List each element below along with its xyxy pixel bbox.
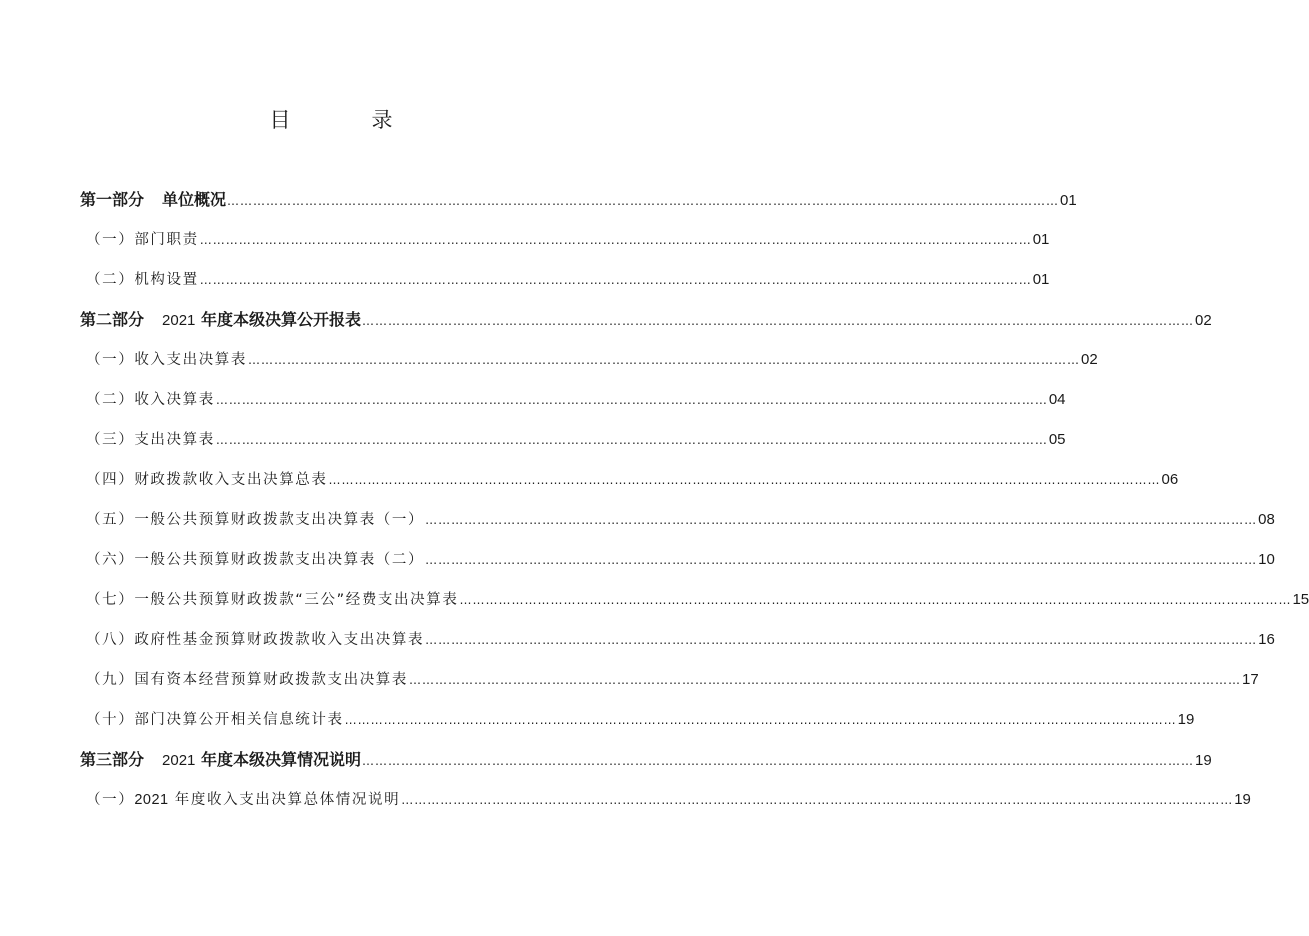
toc-entry-label: （九）国有资本经营预算财政拨款支出决算表 [86,672,409,688]
toc-entry-label: 第一部分 单位概况 [80,190,227,209]
toc-entry-label: （二）收入决算表 [86,392,215,408]
toc-page-number: 15 [1292,591,1309,608]
toc-leader-dots: ………………………………………………………………………………………………………………………………………………………………………… [328,473,1161,487]
toc-entry[interactable] [80,666,1259,706]
toc-entry[interactable] [80,506,1275,546]
toc-page-number: 05 [1048,431,1066,448]
toc-page-number: 19 [1234,791,1251,808]
table-of-contents [80,186,1309,826]
toc-entry-label: （一）收入支出决算表 [86,352,248,368]
toc-page-number: 16 [1258,631,1275,648]
toc-entry[interactable] [80,786,1251,826]
toc-leader-dots: ………………………………………………………………………………………………………………………………………………………………………… [361,754,1194,768]
toc-page-number: 08 [1258,511,1275,528]
toc-entry-label: （五）一般公共预算财政拨款支出决算表（一） [86,512,425,528]
toc-entry-label: （八）政府性基金预算财政拨款收入支出决算表 [86,632,425,648]
toc-leader-dots: ………………………………………………………………………………………………………………………………………………………………………… [409,673,1242,687]
toc-leader-dots: ………………………………………………………………………………………………………………………………………………………………………… [199,233,1032,247]
toc-page-number: 01 [1060,192,1077,209]
toc-leader-dots: ………………………………………………………………………………………………………………………………………………………………………… [344,713,1177,727]
toc-page-number: 19 [1177,711,1195,728]
toc-leader-dots: ………………………………………………………………………………………………………………………………………………………………………… [248,353,1081,367]
toc-leader-dots: ………………………………………………………………………………………………………………………………………………………………………… [215,393,1048,407]
toc-entry-label: （十）部门决算公开相关信息统计表 [86,712,344,728]
toc-entry[interactable] [80,546,1275,586]
toc-leader-dots: ………………………………………………………………………………………………………………………………………………………………………… [459,593,1292,607]
toc-page-number: 06 [1161,471,1179,488]
toc-leader-dots: ………………………………………………………………………………………………………………………………………………………………………… [425,513,1258,527]
toc-entry[interactable] [80,386,1066,426]
toc-entry[interactable] [80,426,1066,466]
toc-entry-label: （一）2021 年度收入支出决算总体情况说明 [86,792,401,808]
toc-leader-dots: ………………………………………………………………………………………………………………………………………………………………………… [215,433,1048,447]
toc-entry[interactable] [80,586,1309,626]
toc-page-number: 02 [1194,312,1212,329]
toc-page-number: 01 [1032,231,1050,248]
toc-leader-dots: ………………………………………………………………………………………………………………………………………………………………………… [227,194,1060,208]
toc-page-number: 01 [1032,271,1050,288]
toc-entry[interactable] [80,226,1050,266]
toc-entry[interactable] [80,306,1212,346]
toc-leader-dots: ………………………………………………………………………………………………………………………………………………………………………… [401,793,1234,807]
toc-entry[interactable] [80,626,1275,666]
toc-entry[interactable] [80,346,1098,386]
toc-entry[interactable] [80,266,1050,306]
toc-entry-label: （一）部门职责 [86,232,199,248]
toc-page-number: 17 [1242,671,1259,688]
toc-page-number: 19 [1194,752,1212,769]
toc-page-number: 10 [1258,551,1275,568]
toc-entry-label: （四）财政拨款收入支出决算总表 [86,472,328,488]
toc-leader-dots: ………………………………………………………………………………………………………………………………………………………………………… [361,314,1194,328]
page-title: 目 录 [269,108,423,132]
toc-entry[interactable] [80,706,1195,746]
toc-entry[interactable] [80,746,1212,786]
toc-leader-dots: ………………………………………………………………………………………………………………………………………………………………………… [425,633,1258,647]
toc-entry-label: （六）一般公共预算财政拨款支出决算表（二） [86,552,425,568]
toc-page-number: 04 [1048,391,1066,408]
toc-leader-dots: ………………………………………………………………………………………………………………………………………………………………………… [199,273,1032,287]
toc-page-number: 02 [1081,351,1098,368]
toc-entry-label: 第二部分 2021 年度本级决算公开报表 [80,310,361,329]
toc-entry-label: （二）机构设置 [86,272,199,288]
toc-entry[interactable] [80,186,1077,226]
toc-entry-label: （七）一般公共预算财政拨款“三公”经费支出决算表 [86,592,459,608]
toc-entry-label: （三）支出决算表 [86,432,215,448]
toc-leader-dots: ………………………………………………………………………………………………………………………………………………………………………… [425,553,1258,567]
toc-entry-label: 第三部分 2021 年度本级决算情况说明 [80,750,361,769]
toc-entry[interactable] [80,466,1179,506]
